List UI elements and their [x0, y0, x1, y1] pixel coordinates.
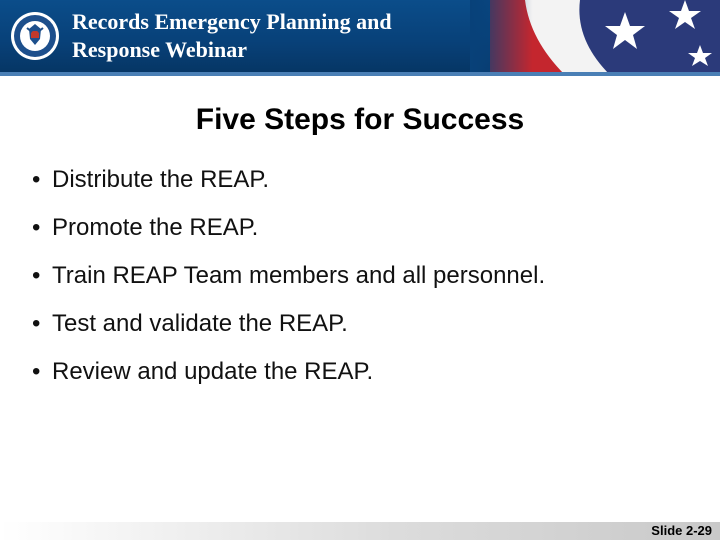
webinar-title-line1: Records Emergency Planning and	[72, 9, 392, 34]
bullet-text: Promote the REAP.	[52, 214, 259, 241]
bullet-icon: •	[32, 358, 41, 385]
webinar-title	[72, 8, 492, 64]
bullet-icon: •	[32, 262, 41, 289]
bullet-text: Review and update the REAP.	[52, 358, 374, 385]
list-item	[32, 260, 692, 308]
slide-title: Five Steps for Success	[195, 103, 525, 136]
bullet-text: Train REAP Team members and all personnel.	[52, 262, 546, 289]
list-item	[32, 356, 692, 404]
webinar-title-line2: Response Webinar	[72, 37, 248, 62]
bullet-text: Test and validate the REAP.	[52, 310, 348, 337]
list-item	[32, 212, 692, 260]
slide-number: Slide 2-29	[651, 523, 712, 538]
list-item	[32, 308, 692, 356]
bullet-icon: •	[32, 214, 41, 241]
footer-bar	[0, 522, 720, 540]
bullet-list	[32, 164, 692, 404]
bullet-icon: •	[32, 166, 41, 193]
bullet-text: Distribute the REAP.	[52, 166, 269, 193]
header-accent-line	[0, 72, 720, 76]
bullet-icon: •	[32, 310, 41, 337]
header-banner	[0, 0, 720, 75]
list-item	[32, 164, 692, 212]
american-flag-image	[470, 0, 720, 75]
dhs-seal-icon	[10, 11, 60, 61]
